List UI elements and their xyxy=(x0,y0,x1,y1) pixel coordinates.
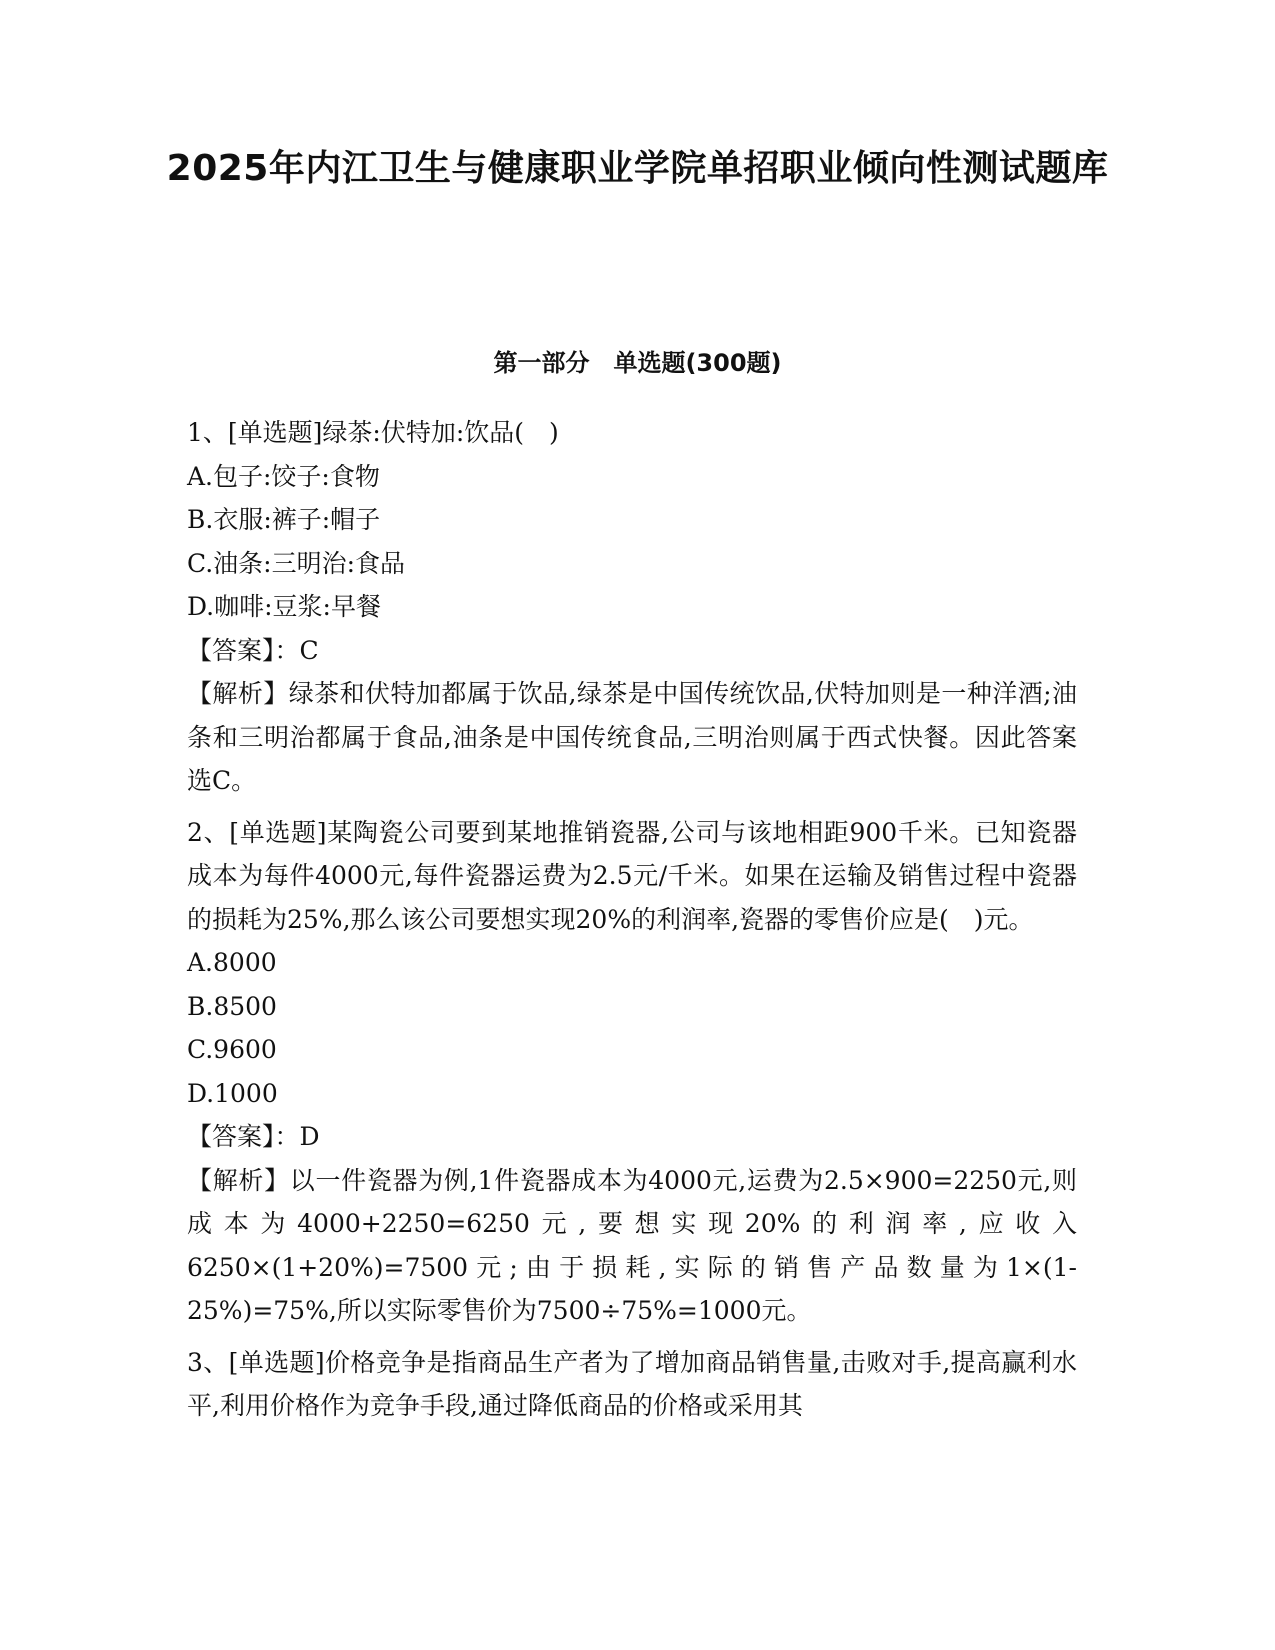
analysis-label: 【解析】 xyxy=(187,679,289,708)
document-title: 2025年内江卫生与健康职业学院单招职业倾向性测试题库 xyxy=(166,148,1109,189)
option-a: A.包子:饺子:食物 xyxy=(187,461,380,491)
analysis-label: 【解析】 xyxy=(187,1165,290,1195)
question-list xyxy=(187,411,1077,1436)
analysis-text: 以一件瓷器为例,1件瓷器成本为4000元,运费为2.5×900=2250元,则成本为4000+2250=6250元,要想实现20%的利润率,应收入6250×(1+20%)=7500元;由于损耗,实际的销售产品数量为1×(1-25%)=75%,所以实际零售价为7500÷75%=1000元。 xyxy=(187,1165,1077,1325)
question-3 xyxy=(187,1341,1077,1428)
analysis-paragraph xyxy=(187,1159,1077,1333)
option-b: B.8500 xyxy=(187,991,277,1021)
question-1 xyxy=(187,411,1077,803)
option-d: D.咖啡:豆浆:早餐 xyxy=(187,592,381,621)
question-stem: 1、[单选题]绿茶:伏特加:饮品( ) xyxy=(187,418,559,447)
option-d: D.1000 xyxy=(187,1078,278,1108)
question-stem: 2、[单选题]某陶瓷公司要到某地推销瓷器,公司与该地相距900千米。已知瓷器成本为每件4000元,每件瓷器运费为2.5元/千米。如果在运输及销售过程中瓷器的损耗为25%,那么该公司要想实现20%的利润率,瓷器的零售价应是( )元。 xyxy=(187,817,1077,934)
answer-label: 【答案】 xyxy=(187,635,275,665)
option-b: B.衣服:裤子:帽子 xyxy=(187,505,381,534)
option-a: A.8000 xyxy=(187,948,277,977)
question-stem: 3、[单选题]价格竞争是指商品生产者为了增加商品销售量,击败对手,提高赢利水平,利用价格作为竞争手段,通过降低商品的价格或采用其 xyxy=(187,1347,1077,1420)
question-2 xyxy=(187,811,1077,1333)
answer-value: ：C xyxy=(274,635,319,665)
answer-value: ：D xyxy=(274,1122,320,1151)
section-heading: 第一部分 单选题(300题) xyxy=(493,349,782,377)
answer-line xyxy=(187,629,1077,673)
analysis-paragraph xyxy=(187,672,1077,803)
analysis-text: 绿茶和伏特加都属于饮品,绿茶是中国传统饮品,伏特加则是一种洋酒;油条和三明治都属于食品,油条是中国传统食品,三明治则属于西式快餐。因此答案选C。 xyxy=(187,679,1077,795)
answer-label: 【答案】 xyxy=(187,1122,275,1151)
option-c: C.油条:三明治:食品 xyxy=(187,548,406,578)
option-c: C.9600 xyxy=(187,1035,277,1064)
answer-line xyxy=(187,1115,1077,1159)
